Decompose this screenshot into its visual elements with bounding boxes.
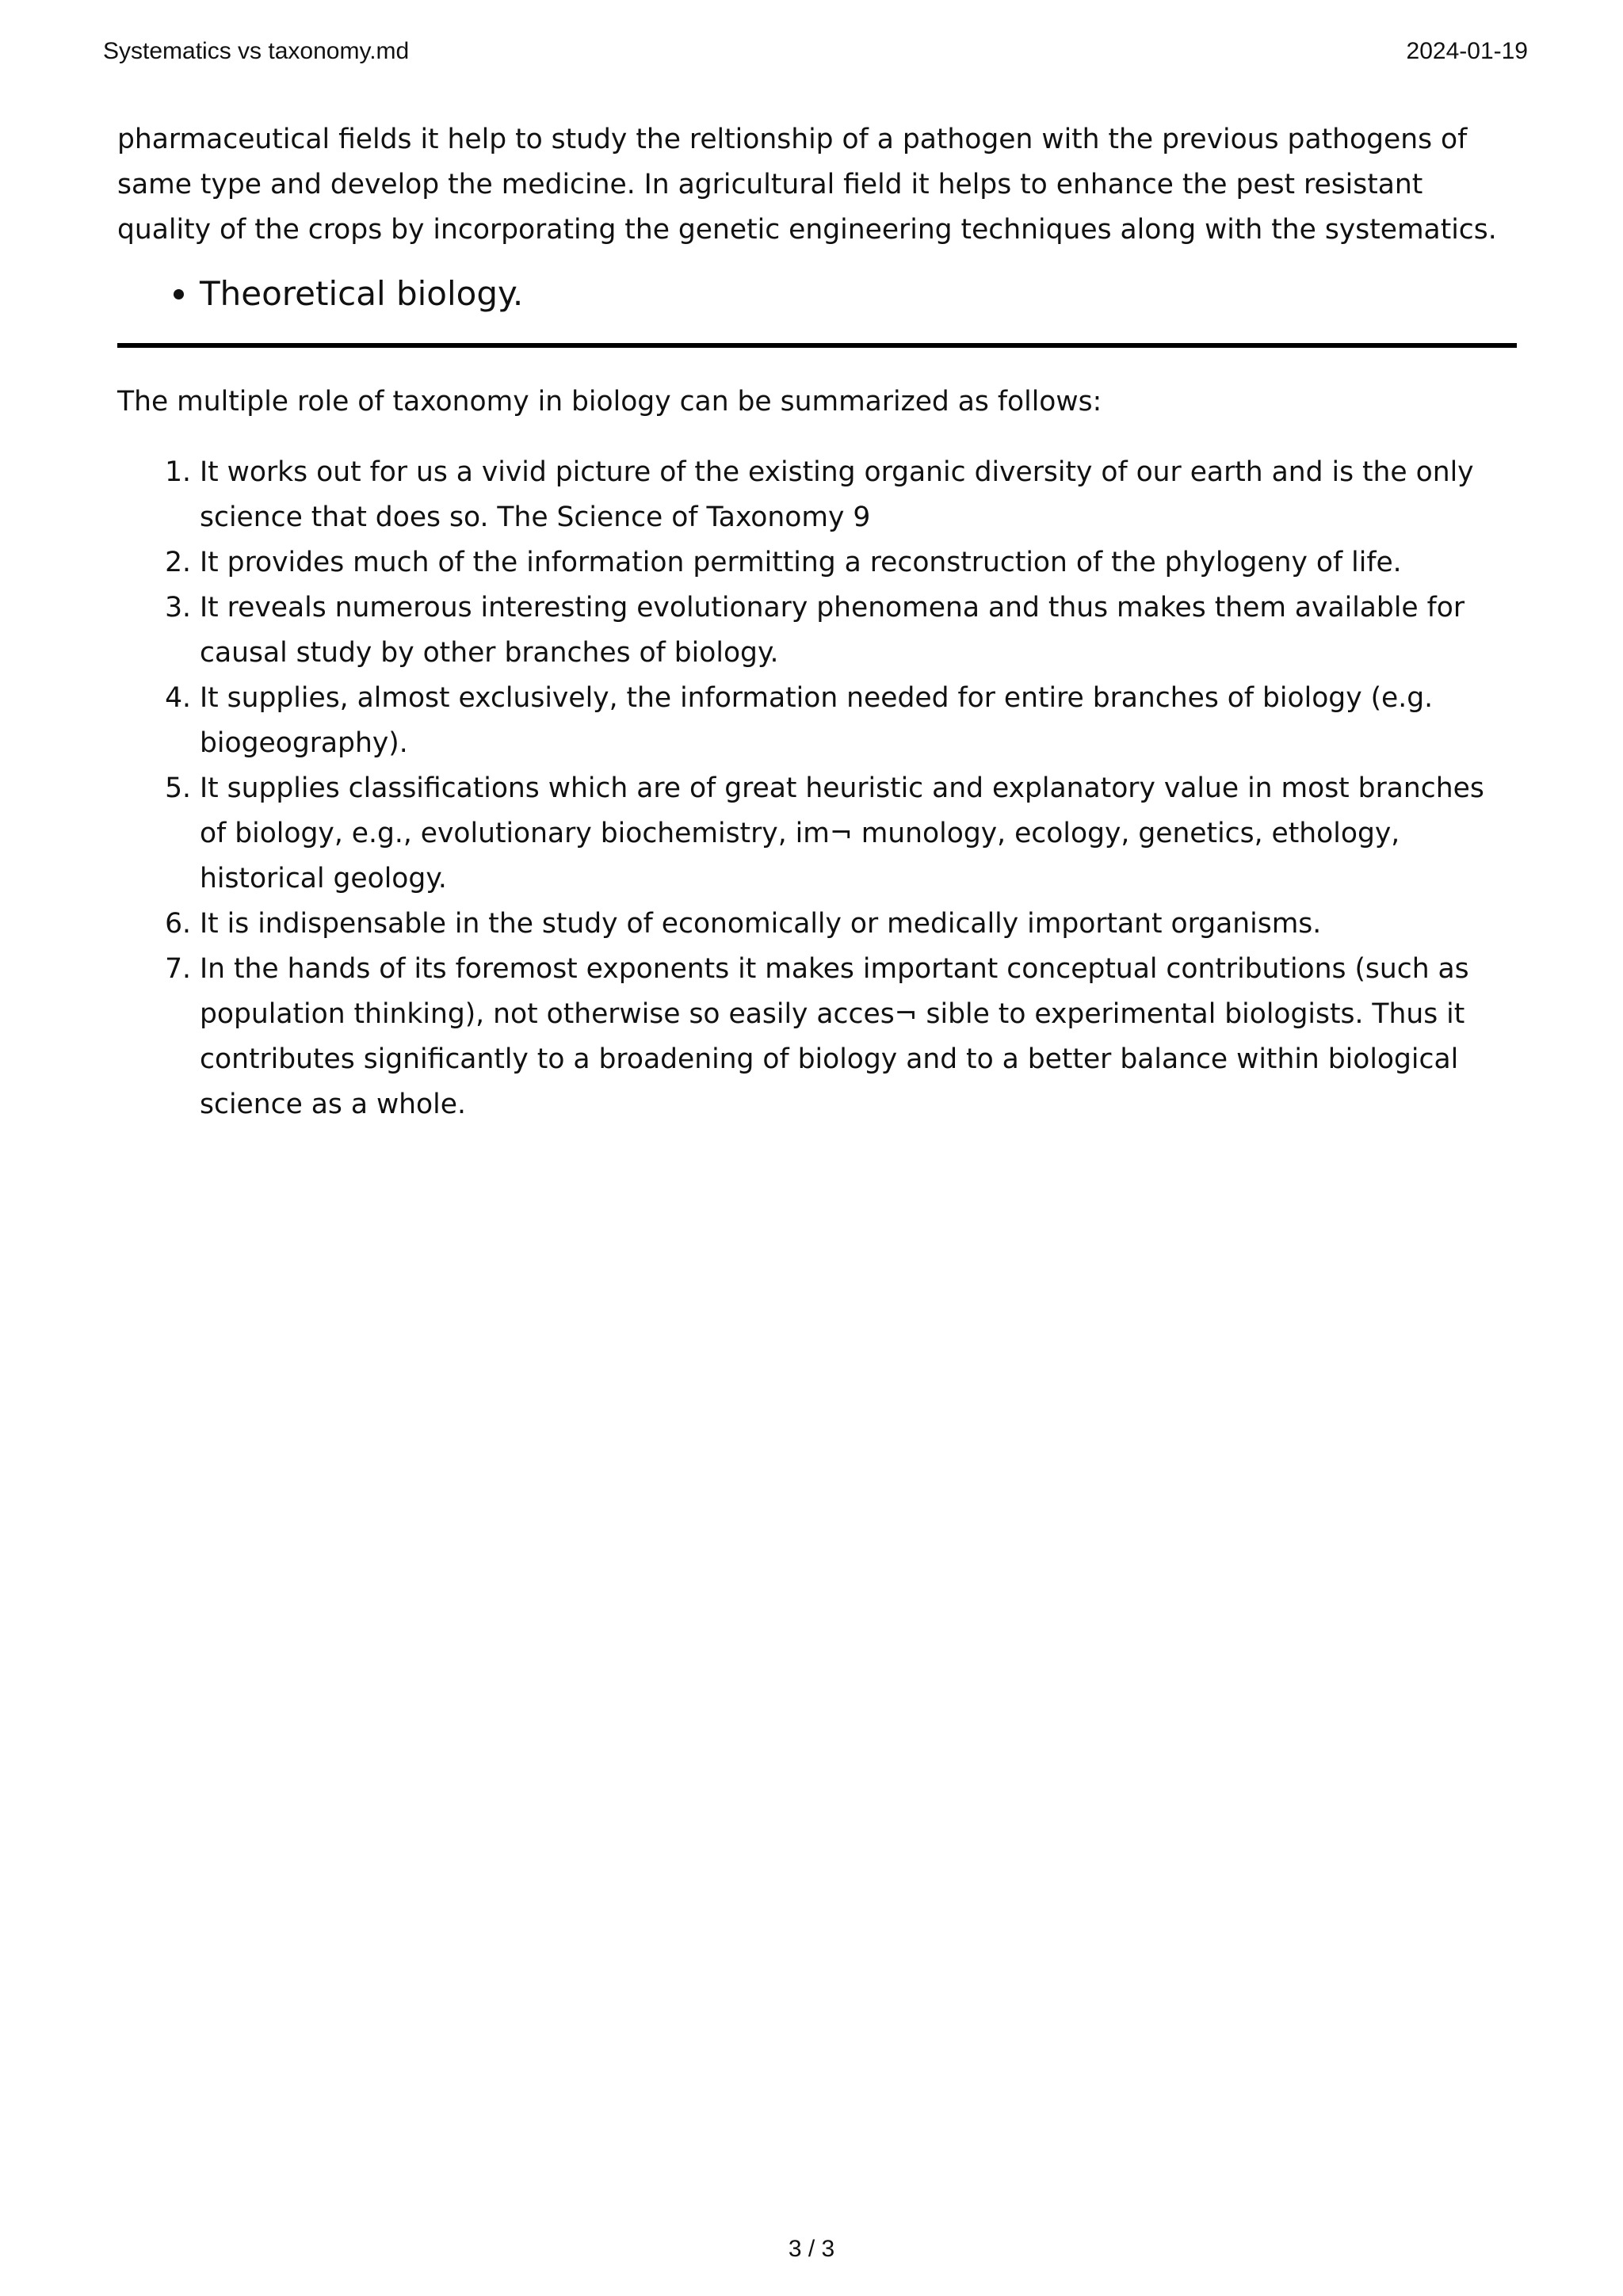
list-item: 5. It supplies classifications which are of great heuristic and explanatory value in most branches of biology, e.g., evolutionary biochemistry, im¬ munology, ecology, genetics, ethology, historical geology. <box>200 766 1517 902</box>
document-title: Systematics vs taxonomy.md <box>103 38 410 64</box>
intro-paragraph: The multiple role of taxonomy in biology can be summarized as follows: <box>117 386 1102 418</box>
list-item: 3. It reveals numerous interesting evolutionary phenomena and thus makes them available for causal study by other branches of biology. <box>200 585 1517 676</box>
bullet-list <box>117 265 1517 322</box>
list-item: 1. It works out for us a vivid picture of the existing organic diversity of our earth and is the only science that does so. The Science of Taxonomy 9 <box>200 450 1517 540</box>
bullet-item: • Theoretical biology. <box>200 265 1517 322</box>
continued-paragraph: pharmaceutical fields it help to study the reltionship of a pathogen with the previous pathogens of same type and develop the medicine. In agricultural field it helps to enhance the pest resistant quality of the crops by incorporating the genetic engineering techniques along with the systematics. <box>117 124 1497 246</box>
list-item: 4. It supplies, almost exclusively, the information needed for entire branches of biology (e.g. biogeography). <box>200 676 1517 766</box>
page-footer <box>0 2236 1623 2263</box>
horizontal-rule <box>117 343 1517 348</box>
roles-list <box>117 450 1517 1127</box>
list-item: 2. It provides much of the information permitting a reconstruction of the phylogeny of life. <box>200 540 1517 585</box>
list-item: 6. It is indispensable in the study of economically or medically important organisms. <box>200 902 1517 947</box>
page-number: 3 / 3 <box>788 2236 835 2262</box>
page-header <box>103 38 1528 73</box>
document-body <box>117 117 1517 1127</box>
list-item: 7. In the hands of its foremost exponents it makes important conceptual contributions (such as population thinking), not otherwise so easily acces¬ sible to experimental biologists. Thus it contributes significantly to a broadening of biology and to a better balance within biological science as a whole. <box>200 947 1517 1127</box>
document-date: 2024-01-19 <box>1406 38 1528 64</box>
